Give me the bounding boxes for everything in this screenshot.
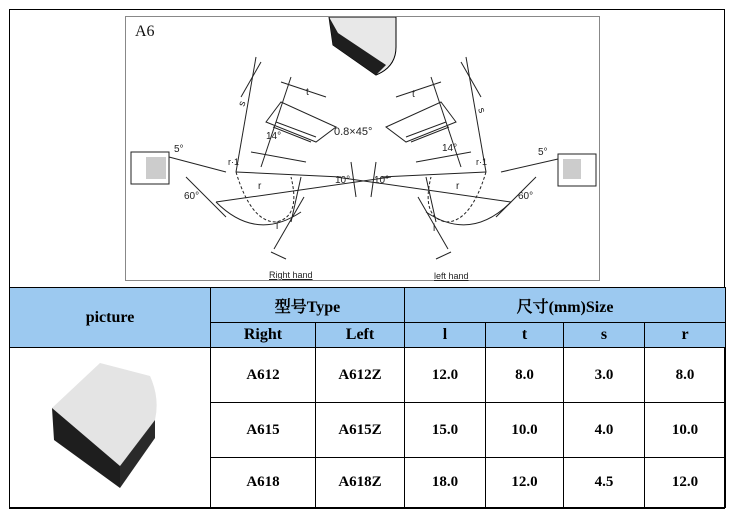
row1-s: 3.0: [564, 348, 645, 403]
label-r1-left: r·1: [476, 157, 487, 167]
row3-left: A618Z: [316, 458, 405, 508]
col-right-header: Right: [211, 323, 316, 348]
left-hand-tool: [336, 57, 596, 259]
label-5-right: 5°: [174, 144, 184, 155]
label-10-right: 10°: [335, 175, 351, 186]
table-row: [10, 348, 726, 403]
insert-3d-sketch: [329, 17, 396, 75]
label-14-right: 14°: [266, 131, 282, 142]
insert-picture: [10, 348, 211, 508]
row3-right: A618: [211, 458, 316, 508]
row2-left: A615Z: [316, 403, 405, 458]
col-r-header: r: [645, 323, 726, 348]
label-t-right: t: [306, 87, 309, 98]
row1-l: 12.0: [405, 348, 486, 403]
row1-left: A612Z: [316, 348, 405, 403]
label-60-left: 60°: [518, 191, 534, 202]
row2-r: 10.0: [645, 403, 726, 458]
label-r-right: r: [258, 181, 262, 192]
label-chamfer: 0.8×45°: [334, 126, 373, 138]
col-s-header: s: [564, 323, 645, 348]
row2-s: 4.0: [564, 403, 645, 458]
row3-l: 18.0: [405, 458, 486, 508]
label-s-right: s: [236, 99, 249, 109]
col-l-header: l: [405, 323, 486, 348]
col-t-header: t: [486, 323, 564, 348]
type-header: 型号Type: [211, 288, 405, 323]
header-row-1: [10, 288, 726, 323]
row1-r: 8.0: [645, 348, 726, 403]
label-60-right: 60°: [184, 191, 200, 202]
right-hand-tool: [131, 57, 391, 259]
label-l-left: l: [433, 223, 436, 234]
label-t-left: t: [412, 89, 415, 100]
col-left-header: Left: [316, 323, 405, 348]
row2-t: 10.0: [486, 403, 564, 458]
size-header: 尺寸(mm)Size: [405, 288, 726, 323]
spec-table: [9, 287, 726, 508]
label-l-right: l: [276, 221, 279, 232]
drawing-svg: [126, 17, 599, 280]
label-5-left: 5°: [538, 147, 548, 158]
label-14-left: 14°: [442, 143, 458, 154]
label-s-left: s: [475, 106, 488, 115]
right-hand-caption: Right hand: [269, 270, 313, 280]
label-10-left: 10°: [374, 175, 390, 186]
label-r-left: r: [456, 181, 460, 192]
row3-s: 4.5: [564, 458, 645, 508]
insert-picture-cell: [10, 348, 211, 508]
picture-header: picture: [10, 288, 211, 348]
technical-drawing: [125, 16, 600, 281]
row3-r: 12.0: [645, 458, 726, 508]
label-r1-right: r·1: [228, 157, 239, 167]
row1-right: A612: [211, 348, 316, 403]
row1-t: 8.0: [486, 348, 564, 403]
row3-t: 12.0: [486, 458, 564, 508]
row2-right: A615: [211, 403, 316, 458]
insert-code-label: A6: [135, 23, 155, 40]
left-hand-caption: left hand: [434, 271, 469, 281]
row2-l: 15.0: [405, 403, 486, 458]
